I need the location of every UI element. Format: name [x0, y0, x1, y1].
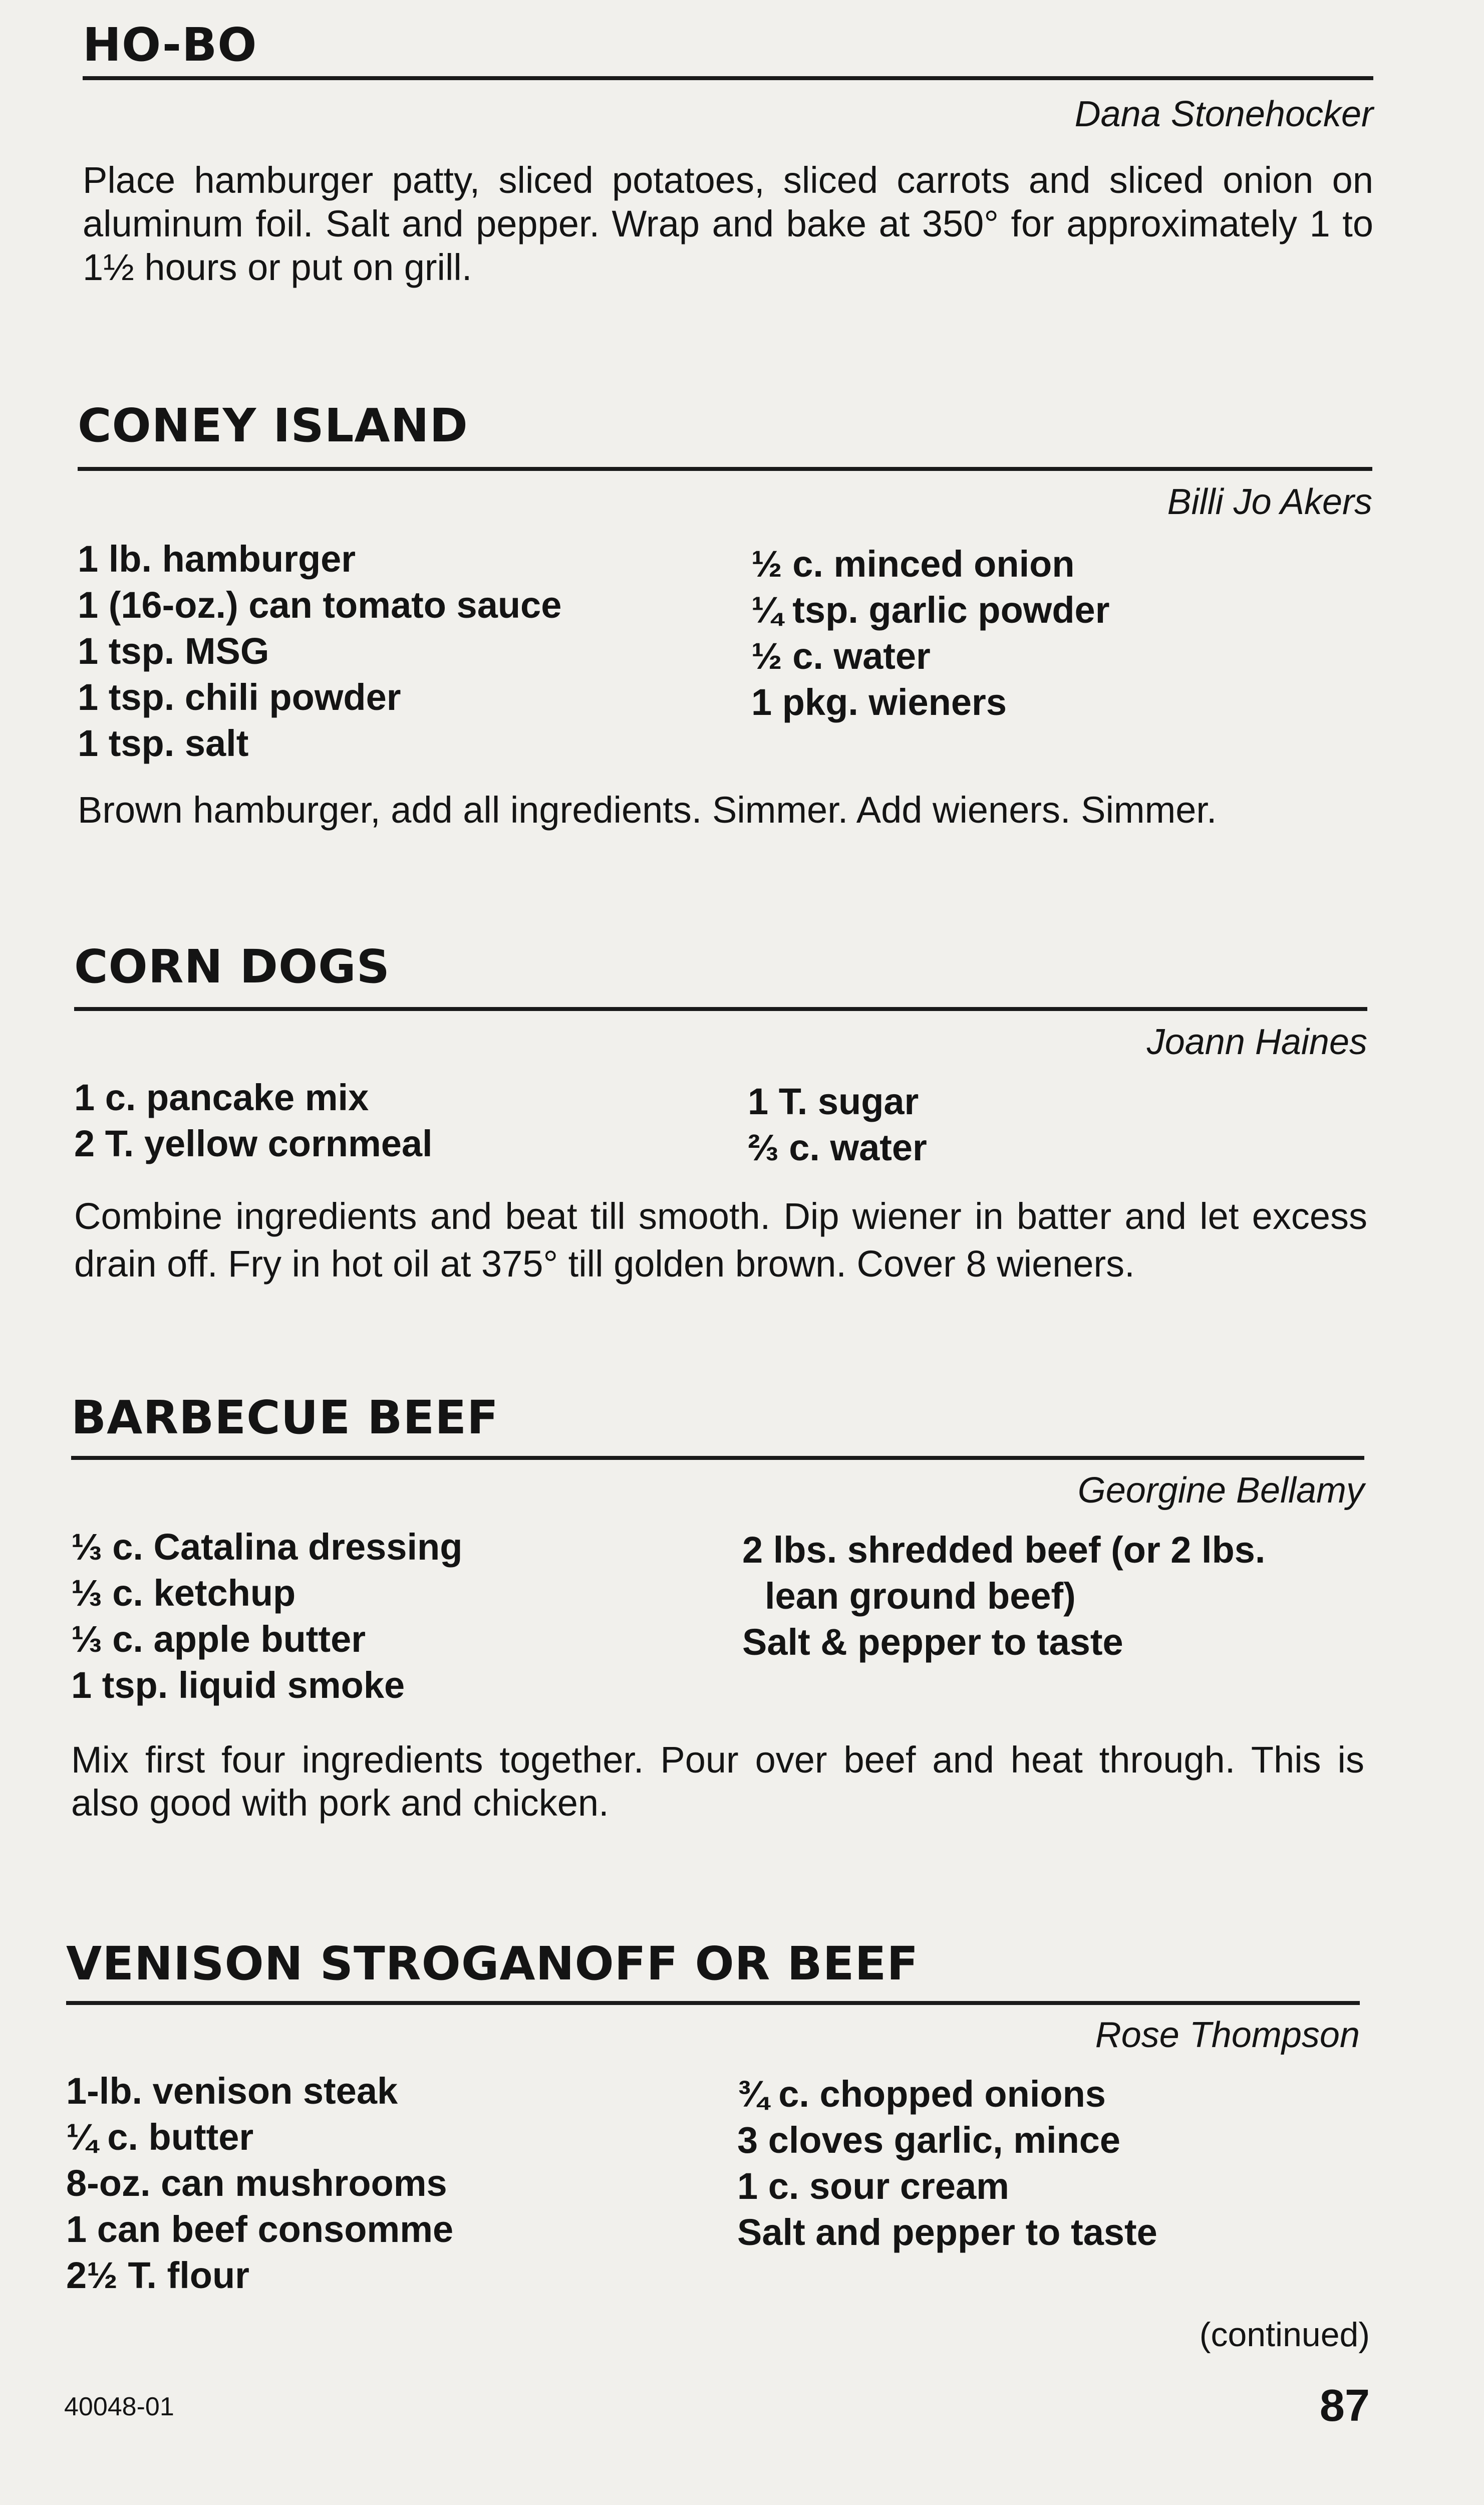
- recipe-author: Joann Haines: [1146, 1022, 1367, 1062]
- ingredient-column-left: [74, 1075, 433, 1167]
- ingredient: ⅓ c. apple butter: [71, 1618, 366, 1660]
- ingredient: 1 lb. hamburger: [78, 538, 356, 580]
- recipe-title: CORN DOGS: [74, 940, 390, 993]
- ingredient: 1 c. pancake mix: [74, 1077, 369, 1118]
- recipe-corn-dogs: [74, 942, 1367, 1293]
- ingredient-column-right: [742, 1527, 1266, 1665]
- recipe-title: VENISON STROGANOFF OR BEEF: [66, 1937, 919, 1990]
- print-code: 40048-01: [64, 2392, 174, 2421]
- recipe-barbecue-beef: [71, 1393, 1364, 1844]
- ingredient: 1 tsp. salt: [78, 722, 249, 764]
- ingredient: 1-lb. venison steak: [66, 2070, 398, 2112]
- recipe-title: HO-BO: [83, 18, 257, 72]
- recipe-title: BARBECUE BEEF: [71, 1391, 499, 1444]
- recipe-directions: Combine ingredients and beat till smooth. Dip wiener in batter and let excess drain off. Fry in hot oil at 375° till golden brown. Cover 8 wieners.: [74, 1195, 1367, 1285]
- ingredient-column-right: [737, 2071, 1157, 2256]
- recipe-author: Rose Thompson: [1095, 2015, 1360, 2055]
- ingredient: 3 cloves garlic, mince: [737, 2119, 1121, 2161]
- ingredient: 1 c. sour cream: [737, 2165, 1009, 2207]
- page-number: 87: [1319, 2381, 1370, 2431]
- ingredient: Salt & pepper to taste: [742, 1621, 1123, 1663]
- ingredient: ¼ tsp. garlic powder: [751, 589, 1110, 631]
- ingredient: 2 lbs. shredded beef (or 2 lbs.: [742, 1529, 1266, 1571]
- ingredient-column-left: [71, 1524, 462, 1708]
- recipe-author: Dana Stonehocker: [1074, 94, 1373, 134]
- recipe-ho-bo: [83, 20, 1373, 301]
- ingredient: 1 can beef consomme: [66, 2208, 454, 2250]
- ingredient-column-right: [748, 1079, 927, 1171]
- recipe-coney-island: [78, 401, 1372, 852]
- title-rule: [74, 1007, 1367, 1011]
- title-rule: [83, 76, 1373, 80]
- ingredient: ½ c. water: [751, 635, 931, 677]
- ingredient: ¼ c. butter: [66, 2116, 254, 2158]
- ingredient: 1 (16-oz.) can tomato sauce: [78, 584, 562, 626]
- recipe-author: Billi Jo Akers: [1167, 482, 1372, 522]
- recipe-directions: Mix first four ingredients together. Pour over beef and heat through. This is also good with pork and chicken.: [71, 1739, 1364, 1824]
- ingredient: 1 T. sugar: [748, 1081, 919, 1122]
- ingredient: lean ground beef): [765, 1575, 1076, 1617]
- ingredient: 8-oz. can mushrooms: [66, 2162, 447, 2204]
- ingredient: 1 tsp. liquid smoke: [71, 1664, 405, 1706]
- title-rule: [78, 467, 1372, 471]
- recipe-directions: Place hamburger patty, sliced potatoes, sliced carrots and sliced onion on aluminum foil. Salt and pepper. Wrap and bake at 350° for approximately 1 to 1½ hours or put on grill.: [83, 159, 1373, 288]
- ingredient: 1 tsp. chili powder: [78, 676, 401, 718]
- ingredient: ⅓ c. ketchup: [71, 1572, 296, 1614]
- recipe-title: CONEY ISLAND: [78, 399, 468, 452]
- ingredient: 1 tsp. MSG: [78, 630, 269, 672]
- recipe-directions: Brown hamburger, add all ingredients. Simmer. Add wieners. Simmer.: [78, 789, 1217, 831]
- ingredient: ⅓ c. Catalina dressing: [71, 1526, 463, 1568]
- recipe-venison-stroganoff: [66, 1939, 1360, 2300]
- ingredient: Salt and pepper to taste: [737, 2211, 1157, 2253]
- title-rule: [71, 1456, 1364, 1460]
- title-rule: [66, 2001, 1360, 2005]
- recipe-author: Georgine Bellamy: [1077, 1470, 1364, 1511]
- ingredient: ½ c. minced onion: [751, 543, 1075, 585]
- ingredient-column-left: [66, 2068, 453, 2299]
- ingredient: 2 T. yellow cornmeal: [74, 1123, 433, 1164]
- ingredient-column-right: [751, 541, 1110, 725]
- ingredient: 2½ T. flour: [66, 2254, 249, 2296]
- ingredient-column-left: [78, 536, 561, 767]
- continued-note: (continued): [1199, 2316, 1370, 2354]
- ingredient: 1 pkg. wieners: [751, 681, 1007, 723]
- ingredient: ⅔ c. water: [748, 1127, 927, 1168]
- ingredient: ¾ c. chopped onions: [737, 2073, 1106, 2115]
